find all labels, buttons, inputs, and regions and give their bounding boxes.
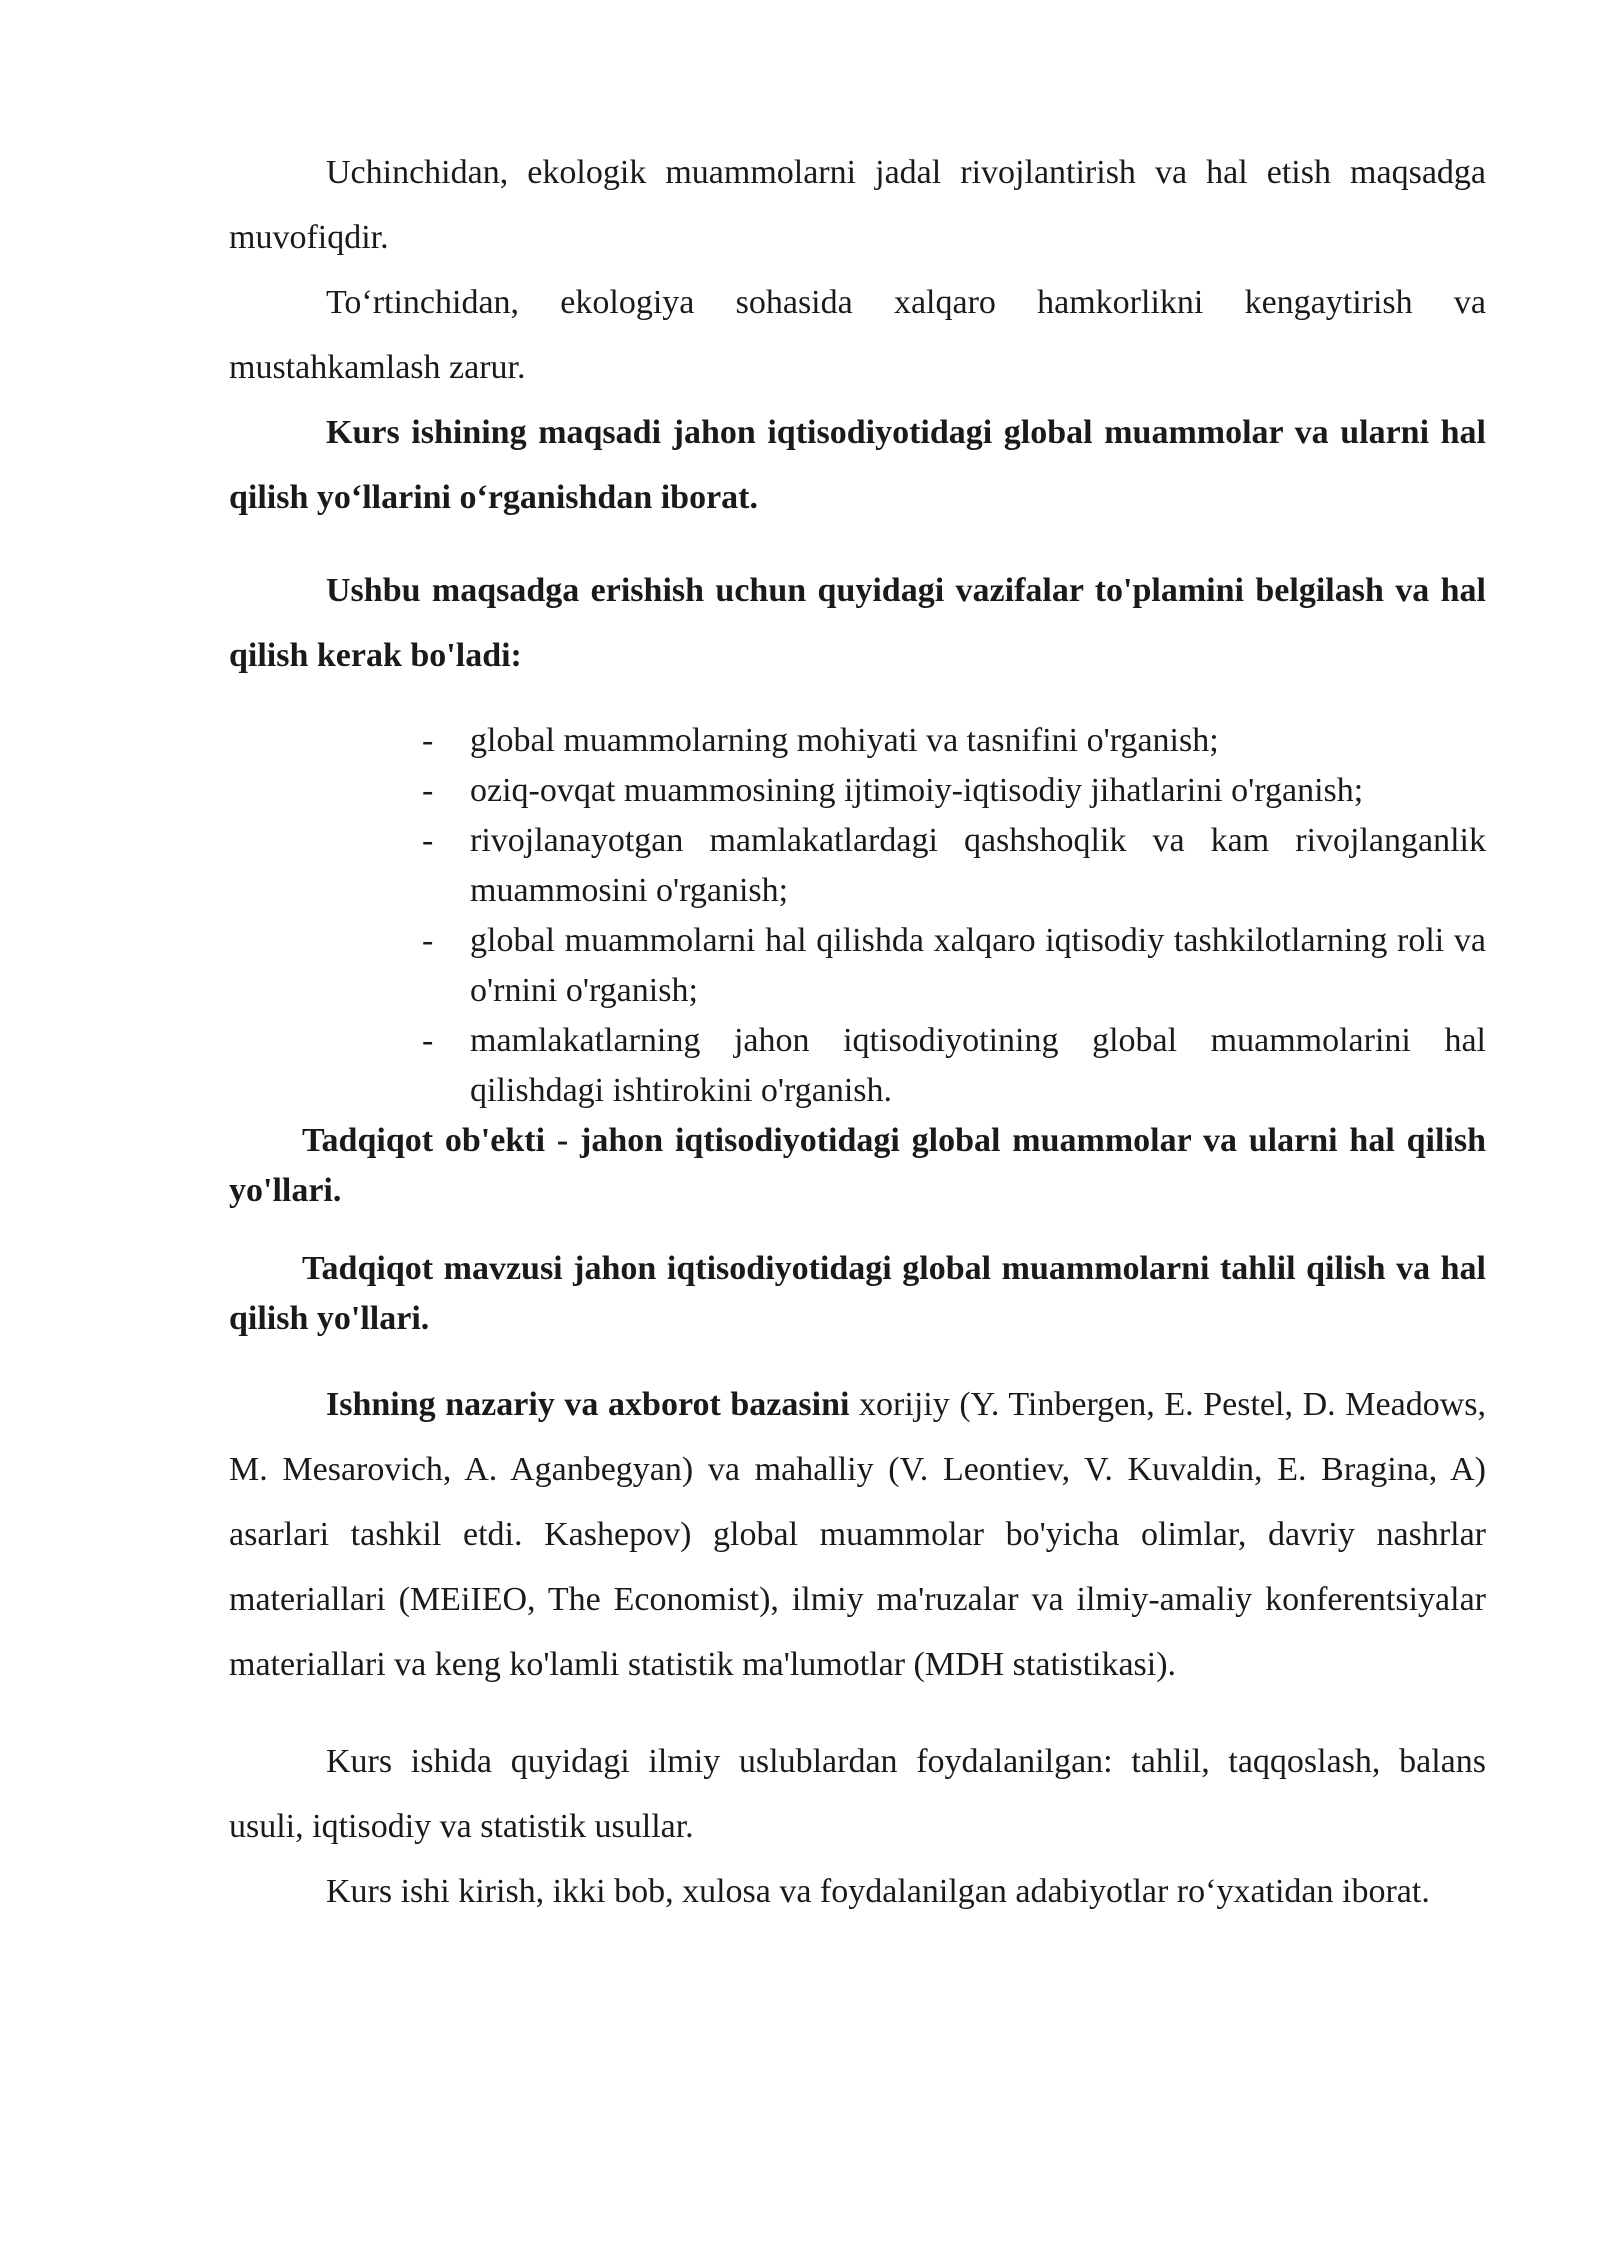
theoretical-base-text: xorijiy (Y. Tinbergen, E. Pestel, D. Meadows, M. Mesarovich, A. Aganbegyan) va mahalliy (V. Leontiev, V. Kuvaldin, E. Bragina, A) asarlari tashkil etdi. Kashepov) global muammolar bo'yicha olimlar, davriy nashrlar materiallari (MEiIEO, The Economist), ilmiy ma'ruzalar va ilmiy-amaliy konferentsiyalar materiallari va keng ko'lamli statistik ma'lumotlar (MDH statistikasi).: [229, 1386, 1486, 1683]
paragraph-tasks-intro: [229, 558, 1486, 688]
paragraph-course-goal: [229, 400, 1486, 530]
tasks-intro-text: Ushbu maqsadga erishish uchun quyidagi vazifalar to'plamini belgilash va hal qilish kerak bo'ladi:: [229, 572, 1486, 674]
paragraph-structure: Kurs ishi kirish, ikki bob, xulosa va foydalanilgan adabiyotlar ro‘yxatidan iborat.: [326, 1873, 1430, 1910]
list-item-text: mamlakatlarning jahon iqtisodiyotining global muammolarini hal qilishdagi ishtirokini o'rganish.: [470, 1022, 1486, 1109]
list-item-text: rivojlanayotgan mamlakatlardagi qashshoqlik va kam rivojlanganlik muammosini o'rganish;: [470, 822, 1486, 909]
paragraph-third-point: Uchinchidan, ekologik muammolarni jadal rivojlantirish va hal etish maqsadga muvofiqdir.: [229, 154, 1486, 256]
dash-bullet: -: [422, 1022, 434, 1059]
theoretical-base-lead: Ishning nazariy va axborot bazasini: [326, 1386, 850, 1423]
paragraph-fourth-point: To‘rtinchidan, ekologiya sohasida xalqaro hamkorlikni kengaytirish va mustahkamlash zarur.: [229, 284, 1486, 386]
list-item-text: global muammolarning mohiyati va tasnifini o'rganish;: [470, 722, 1219, 759]
list-item: [422, 1016, 1486, 1116]
paragraph-research-subject: [229, 1244, 1486, 1344]
task-list: [229, 716, 1486, 1116]
paragraph-research-object: [229, 1116, 1486, 1216]
list-item: [422, 916, 1486, 1016]
dash-bullet: -: [422, 772, 434, 809]
paragraph-theoretical-base: [229, 1372, 1486, 1697]
list-item: [422, 766, 1486, 816]
document-page: [229, 140, 1486, 1924]
research-object-text: Tadqiqot ob'ekti - jahon iqtisodiyotidagi global muammolar va ularni hal qilish yo'llari.: [229, 1122, 1486, 1209]
course-goal-text: Kurs ishining maqsadi jahon iqtisodiyotidagi global muammolar va ularni hal qilish yo‘llarini o‘rganishdan iborat.: [229, 414, 1486, 516]
list-item: [422, 716, 1486, 766]
dash-bullet: -: [422, 722, 434, 759]
dash-bullet: -: [422, 822, 434, 859]
list-item: [422, 816, 1486, 916]
list-item-text: oziq-ovqat muammosining ijtimoiy-iqtisodiy jihatlarini o'rganish;: [470, 772, 1364, 809]
research-subject-text: Tadqiqot mavzusi jahon iqtisodiyotidagi global muammolarni tahlil qilish va hal qilish yo'llari.: [229, 1250, 1486, 1337]
dash-bullet: -: [422, 922, 434, 959]
paragraph-methods: Kurs ishida quyidagi ilmiy uslublardan foydalanilgan: tahlil, taqqoslash, balans usuli, iqtisodiy va statistik usullar.: [229, 1743, 1486, 1845]
list-item-text: global muammolarni hal qilishda xalqaro iqtisodiy tashkilotlarning roli va o'rnini o'rganish;: [470, 922, 1486, 1009]
